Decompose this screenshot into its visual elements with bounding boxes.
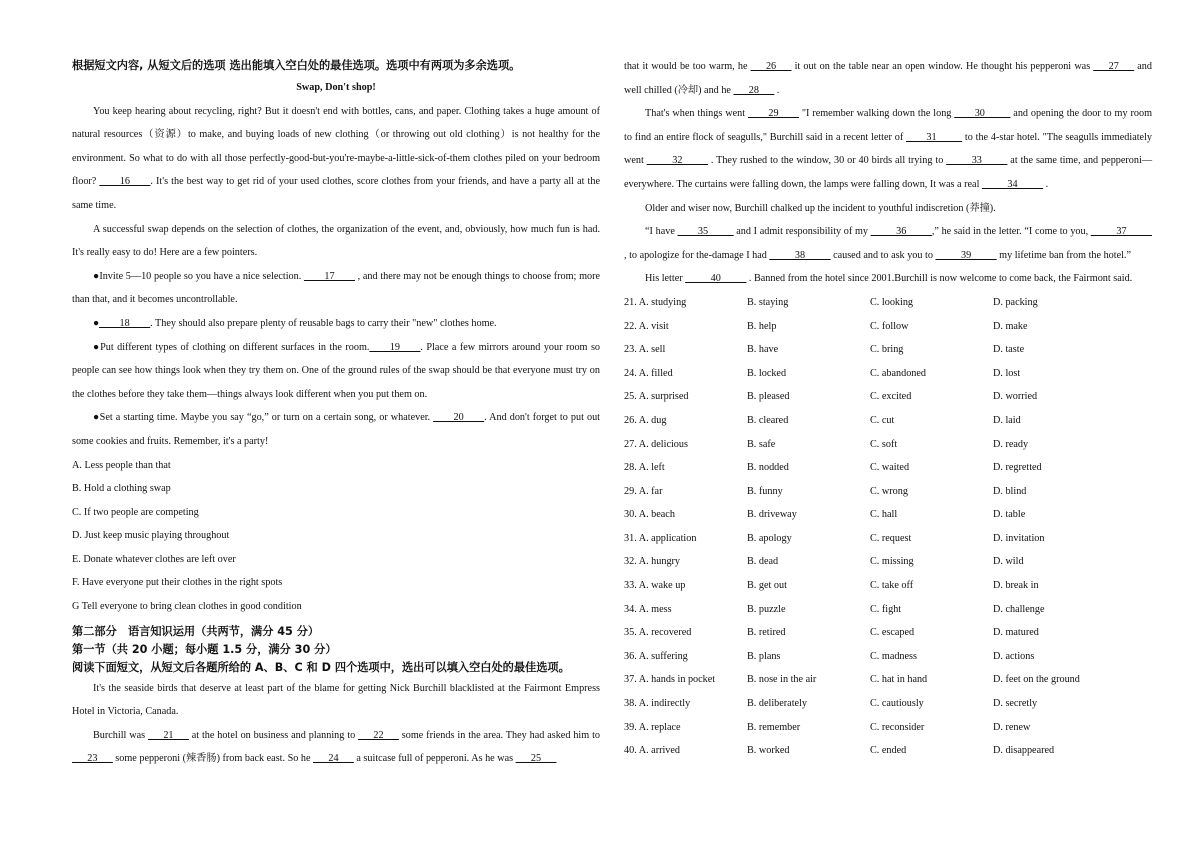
paragraph-3: ●Invite 5—10 people so you have a nice selection. ____17____ , and there may not be enough things to choose from; more than that, and it becomes uncontrollable.: [72, 270, 600, 306]
choice-21-c: C. looking: [870, 296, 914, 308]
choice-33-d: D. break in: [993, 580, 1039, 592]
blank-17: ____17____: [303, 270, 355, 282]
cloze-paragraph-2: Burchill was ___21___ at the hotel on business and planning to ___22___ some friends in the area. They had asked him to ___23___ some pepperoni (辣香肠) from back east. So he ___24___ a suitcase full of pepperoni. As he was ___25___: [72, 729, 600, 765]
choice-40-a: 40. A. arrived: [624, 745, 681, 757]
choice-37-a: 37. A. hands in pocket: [624, 674, 716, 686]
choice-row-24: [624, 362, 1152, 386]
choice-35-a: 35. A. recovered: [624, 627, 692, 639]
choice-40-c: C. ended: [870, 745, 907, 757]
blank-32: _____32_____: [646, 155, 708, 167]
choice-24-a: 24. A. filled: [624, 367, 673, 379]
choice-34-d: D. challenge: [993, 603, 1045, 615]
choice-40-b: B. worked: [747, 745, 790, 757]
choice-34-b: B. puzzle: [747, 603, 786, 615]
blank-18: ____18____: [99, 317, 151, 329]
choice-24-d: D. lost: [993, 367, 1021, 379]
choice-row-21: [624, 291, 1152, 315]
choice-23-d: D. taste: [993, 344, 1025, 356]
choice-28-c: C. waited: [870, 462, 910, 474]
choice-25-b: B. pleased: [747, 391, 790, 403]
blank-39: _____39_____: [935, 249, 997, 261]
choice-row-25: [624, 385, 1152, 409]
choice-29-b: B. funny: [747, 485, 783, 497]
blank-36: _____36_____: [870, 226, 932, 238]
blank-28: ___28___: [733, 84, 775, 96]
choice-35-c: C. escaped: [870, 627, 915, 639]
choice-row-33: [624, 574, 1152, 598]
option-f: F. Have everyone put their clothes in the right spots: [72, 577, 283, 589]
blank-33: _____33_____: [946, 155, 1008, 167]
choice-27-a: 27. A. delicious: [624, 438, 688, 450]
blank-29: ____29____: [747, 108, 799, 120]
paragraph-6: ●Set a starting time. Maybe you say “go,” or turn on a certain song, or whatever. ____20____. And don't forget to put out some cookies and fruits. Remember, it's a party!: [72, 412, 601, 447]
choice-29-a: 29. A. far: [624, 485, 663, 497]
choice-25-c: C. excited: [870, 391, 912, 403]
choice-24-c: C. abandoned: [870, 367, 927, 379]
option-d: D. Just keep music playing throughout: [72, 530, 230, 542]
choice-39-b: B. remember: [747, 721, 801, 733]
choice-22-d: D. make: [993, 320, 1028, 332]
blank-30: ____30_____: [954, 108, 1011, 120]
cloze-paragraph-5: “I have ____35_____ and I admit responsibility of my _____36_____,” he said in the letter. “I come to you, _____37_____ , to apologize for the-damage I had _____38_____ caused and to ask you to _____39_____ my lifetime ban from the hotel.”: [624, 226, 1152, 261]
passage-title: Swap, Don't shop!: [296, 82, 376, 93]
task-instruction: 根据短文内容, 从短文后的选项 选出能填入空白处的最佳选项。选项中有两项为多余选项。: [72, 59, 521, 72]
choice-22-c: C. follow: [870, 320, 909, 332]
choice-26-d: D. laid: [993, 414, 1021, 426]
choice-36-a: 36. A. suffering: [624, 650, 688, 662]
blank-37: _____37_____: [1090, 226, 1152, 238]
paragraph-1: You keep hearing about recycling, right? But it doesn't end with bottles, cans, and paper. Clothing takes a huge amount of natural resources（资源）to make, and buying loads of new clothing（or throwing out old clothing）is not healthy for the environment. So what to do with all those perfectly-good-but-you're-maybe-a-little-sick-of-them clothes piled on your bedroom floor? ____16____. It's the best way to get rid of your used clothes, score clothes from your friends, and have a party all at the same time.: [72, 105, 600, 211]
choice-29-d: D. blind: [993, 485, 1027, 497]
choice-38-c: C. cautiously: [870, 698, 924, 710]
choice-24-b: B. locked: [747, 367, 787, 379]
choice-33-c: C. take off: [870, 580, 914, 592]
right-column: [624, 55, 1152, 763]
choice-32-a: 32. A. hungry: [624, 556, 681, 568]
choice-30-d: D. table: [993, 509, 1026, 521]
choice-37-c: C. hat in hand: [870, 674, 928, 686]
cloze-paragraph-6: His letter _____40_____ . Banned from the hotel since 2001.Burchill is now welcome to come back, the Fairmont said.: [645, 273, 1133, 285]
choice-31-b: B. apology: [747, 532, 792, 544]
choice-32-d: D. wild: [993, 556, 1024, 568]
choice-29-c: C. wrong: [870, 485, 908, 497]
blank-22: ___22___: [358, 729, 399, 741]
choice-row-29: [624, 480, 1152, 504]
option-b: B. Hold a clothing swap: [72, 483, 171, 495]
choice-26-b: B. cleared: [747, 414, 789, 426]
choice-row-35: [624, 621, 1152, 645]
choice-33-b: B. get out: [747, 580, 787, 592]
choice-36-b: B. plans: [747, 650, 781, 662]
choice-27-d: D. ready: [993, 438, 1029, 450]
choice-21-a: 21. A. studying: [624, 296, 687, 308]
choice-row-30: [624, 503, 1152, 527]
choice-31-d: D. invitation: [993, 532, 1045, 544]
choice-28-d: D. regretted: [993, 462, 1042, 474]
choice-28-b: B. nodded: [747, 462, 789, 474]
choice-30-c: C. hall: [870, 509, 898, 521]
paragraph-4: ●____18____. They should also prepare plenty of reusable bags to carry their "new" clothes home.: [93, 317, 497, 329]
choice-row-22: [624, 315, 1152, 339]
choice-38-a: 38. A. indirectly: [624, 698, 691, 710]
cloze-paragraph-2-cont: that it would be too warm, he ___26___ it out on the table near an open window. He thought his pepperoni was ___27___ and well chilled (冷却) and he ___28___ .: [624, 61, 1152, 96]
blank-40: _____40_____: [685, 273, 747, 285]
blank-38: _____38_____: [769, 249, 831, 261]
choice-row-37: [624, 668, 1152, 692]
choice-22-a: 22. A. visit: [624, 320, 669, 332]
choice-33-a: 33. A. wake up: [624, 580, 686, 592]
option-a: A. Less people than that: [72, 459, 171, 471]
blank-31: ____31_____: [906, 131, 963, 143]
paragraph-5: ●Put different types of clothing on different surfaces in the room.____19____. Place a few mirrors around your room so people can see how things look when they try them on. One of the ground rules of the swap should be that everyone must try on the clothes before they take them—things always look different when you put them on.: [72, 341, 601, 400]
blank-34: _____34_____: [981, 178, 1044, 190]
blank-21: ___21___: [148, 729, 189, 741]
choice-23-b: B. have: [747, 344, 779, 356]
choice-31-c: C. request: [870, 532, 912, 544]
choice-35-b: B. retired: [747, 627, 786, 639]
blank-16: ____16____: [99, 176, 151, 188]
choice-32-b: B. dead: [747, 556, 779, 568]
blank-24: ___24___: [313, 753, 354, 765]
choice-row-34: [624, 598, 1152, 622]
choice-21-d: D. packing: [993, 296, 1038, 308]
choice-row-27: [624, 433, 1152, 457]
blank-35: ____35_____: [677, 226, 734, 238]
choice-30-a: 30. A. beach: [624, 509, 675, 521]
choice-36-c: C. madness: [870, 650, 917, 662]
choice-row-31: [624, 527, 1152, 551]
choice-28-a: 28. A. left: [624, 462, 665, 474]
cloze-paragraph-1: It's the seaside birds that deserve at least part of the blame for getting Nick Burchill blacklisted at the Fairmont Empress Hotel in Victoria, Canada.: [72, 682, 600, 718]
choice-32-c: C. missing: [870, 556, 914, 568]
choice-27-b: B. safe: [747, 438, 776, 450]
section-one-instruction: 阅读下面短文，从短文后各题所给的 A、B、C 和 D 四个选项中，选出可以填入空白处的最佳选项。: [72, 660, 570, 674]
blank-19: ____19____: [369, 341, 421, 353]
choice-25-d: D. worried: [993, 391, 1038, 403]
left-column: [72, 56, 600, 771]
choice-22-b: B. help: [747, 320, 777, 332]
choice-31-a: 31. A. application: [624, 532, 697, 544]
choice-23-c: C. bring: [870, 344, 904, 356]
choice-36-d: D. actions: [993, 650, 1035, 662]
choices-list: [624, 291, 1152, 763]
choice-23-a: 23. A. sell: [624, 344, 666, 356]
blank-20: ____20____: [433, 412, 485, 424]
choice-40-d: D. disappeared: [993, 745, 1055, 757]
choice-26-c: C. cut: [870, 414, 895, 426]
choice-row-40: [624, 739, 1152, 763]
section-one-heading: 第一节（共 20 小题；每小题 1.5 分，满分 30 分）: [72, 642, 337, 656]
choice-34-a: 34. A. mess: [624, 603, 672, 615]
blank-25: ___25___: [515, 753, 557, 765]
choice-21-b: B. staying: [747, 296, 789, 308]
choice-row-38: [624, 692, 1152, 716]
option-e: E. Donate whatever clothes are left over: [72, 553, 236, 565]
choice-row-32: [624, 550, 1152, 574]
choice-39-c: C. reconsider: [870, 721, 925, 733]
choice-34-c: C. fight: [870, 603, 902, 615]
choice-35-d: D. matured: [993, 627, 1039, 639]
cloze-paragraph-4: Older and wiser now, Burchill chalked up the incident to youthful indiscretion (莽撞).: [645, 202, 996, 214]
choice-row-28: [624, 456, 1152, 480]
choice-27-c: C. soft: [870, 438, 898, 450]
choice-26-a: 26. A. dug: [624, 414, 667, 426]
choice-38-b: B. deliberately: [747, 698, 807, 710]
option-c: C. If two people are competing: [72, 506, 199, 518]
blank-26: ___26___: [750, 61, 792, 72]
choice-37-d: D. feet on the ground: [993, 674, 1080, 686]
choice-row-36: [624, 645, 1152, 669]
choice-39-a: 39. A. replace: [624, 721, 681, 733]
blank-27: ___27___: [1093, 61, 1135, 72]
cloze-paragraph-3: That's when things went ____29____ "I remember walking down the long ____30_____ and opening the door to my room to find an entire flock of seagulls," Burchill said in a recent letter of ____31_____ to the 4-star hotel. "The seagulls immediately went _____32_____ . They rushed to the window, 30 or 40 birds all trying to _____33_____ at the same time, and pepperoni—everywhere. The curtains were falling down, the lamps were falling down, It was a real _____34_____ .: [624, 108, 1153, 190]
choice-25-a: 25. A. surprised: [624, 391, 689, 403]
blank-23: ___23___: [72, 753, 113, 765]
choice-30-b: B. driveway: [747, 509, 797, 521]
option-g: G Tell everyone to bring clean clothes in good condition: [72, 601, 302, 613]
part-two-heading: 第二部分 语言知识运用（共两节，满分 45 分）: [72, 624, 320, 638]
choice-row-26: [624, 409, 1152, 433]
choice-row-39: [624, 716, 1152, 740]
choice-row-23: [624, 338, 1152, 362]
choice-39-d: D. renew: [993, 721, 1031, 733]
choice-37-b: B. nose in the air: [747, 674, 817, 686]
choice-38-d: D. secretly: [993, 698, 1038, 710]
paragraph-2: A successful swap depends on the selection of clothes, the organization of the event, and, obviously, how much fun is had. It's really easy to do! Here are a few pointers.: [72, 223, 600, 259]
